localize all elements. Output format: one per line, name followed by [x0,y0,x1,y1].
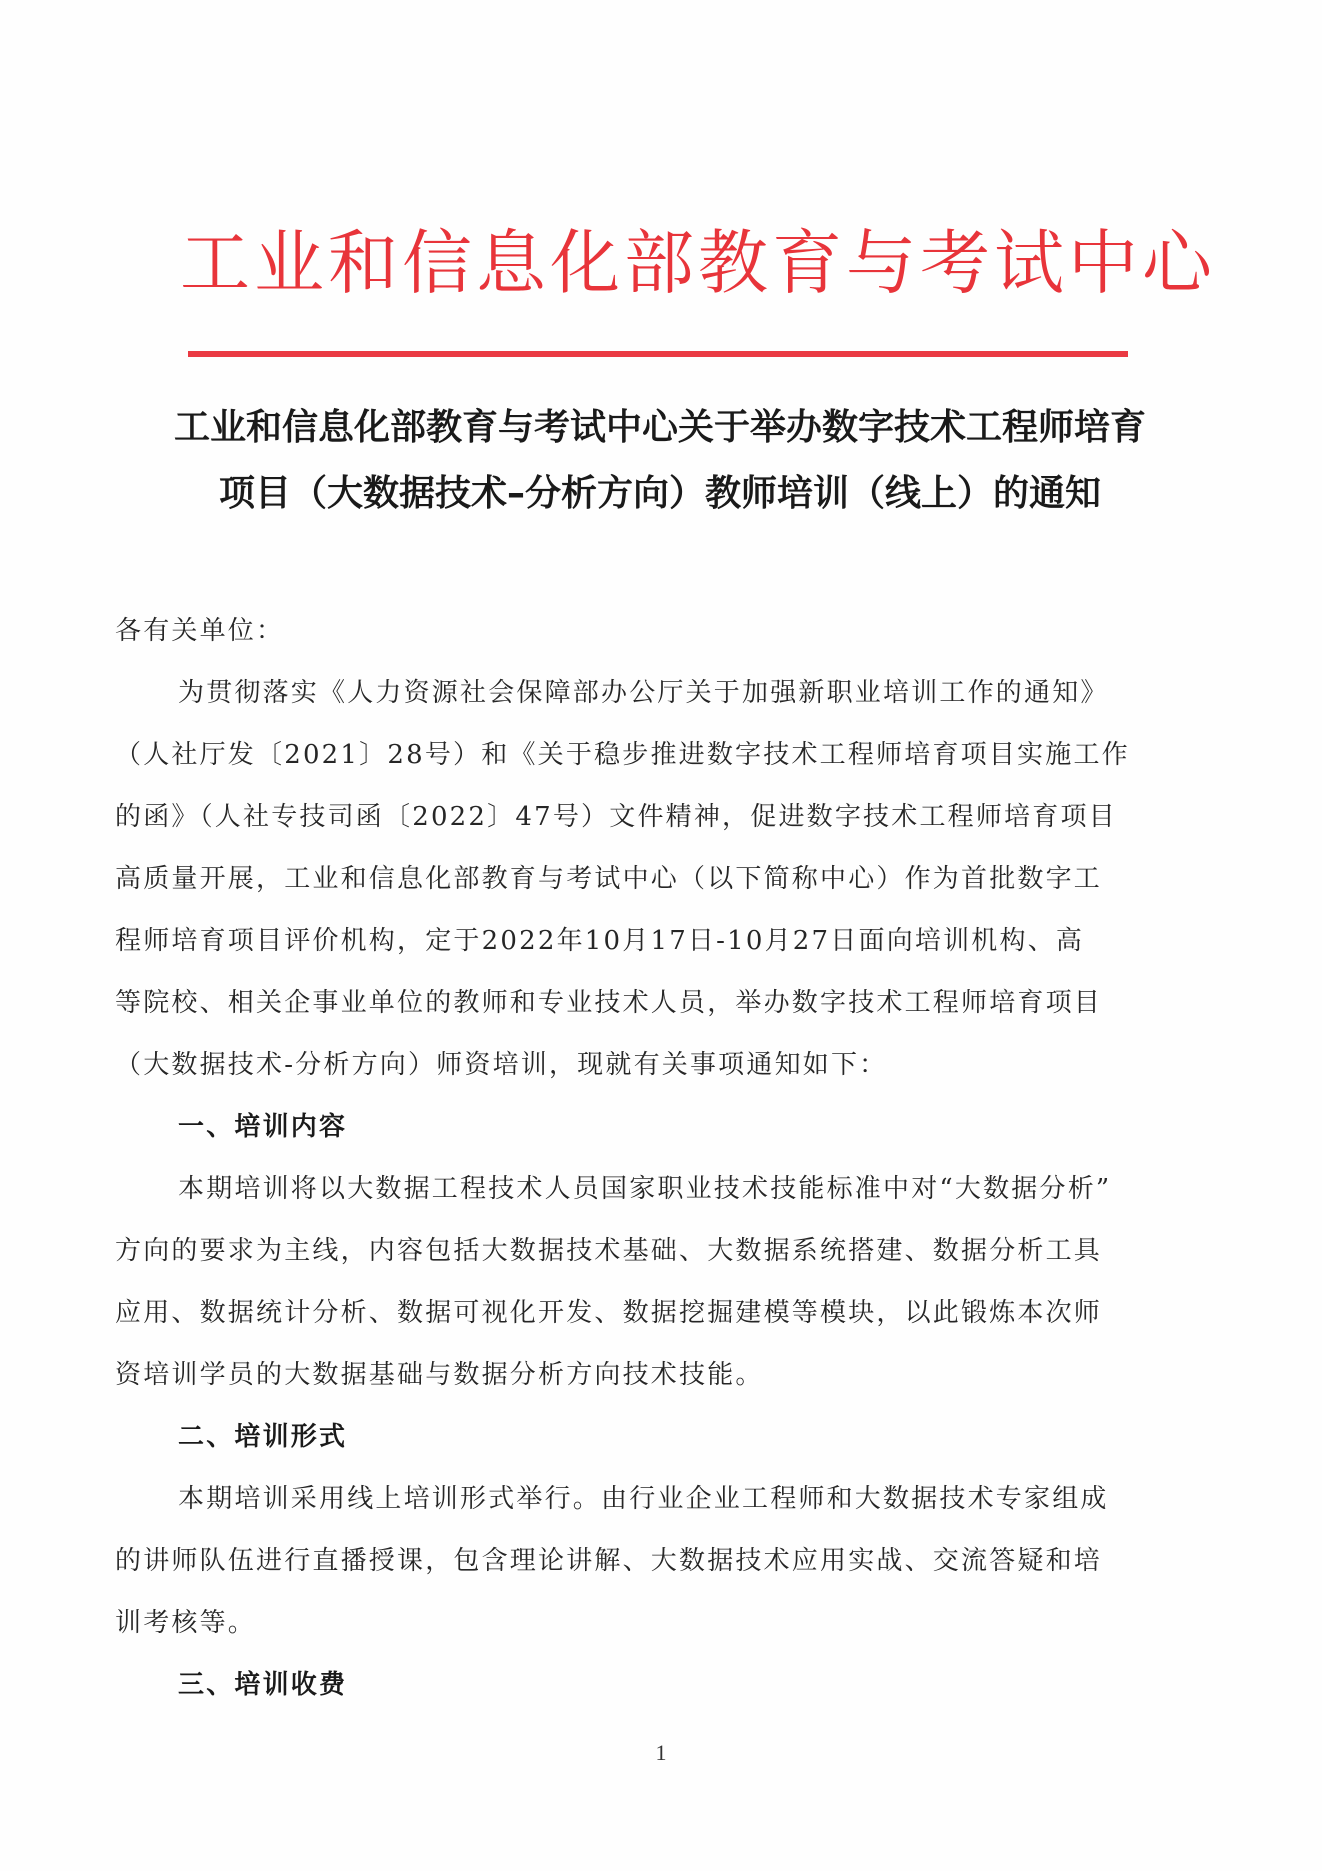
section-1-line: 方向的要求为主线，内容包括大数据技术基础、大数据系统搭建、数据分析工具 [115,1236,1103,1266]
letterhead-org-name: 工业和信息化部教育与考试中心 [180,222,1216,304]
document-body [115,600,1210,1716]
document-title [100,395,1220,527]
section-1-line: 本期培训将以大数据工程技术人员国家职业技术技能标准中对“大数据分析” [178,1174,1112,1204]
title-line-2: 项目（大数据技术–分析方向）教师培训（线上）的通知 [218,473,1101,514]
intro-line: 高质量开展，工业和信息化部教育与考试中心（以下简称中心）作为首批数字工 [115,864,1103,894]
intro-line: （人社厅发〔2021〕28号）和《关于稳步推进数字技术工程师培育项目实施工作 [115,740,1130,770]
intro-line: 的函》（人社专技司函〔2022〕47号）文件精神，促进数字技术工程师培育项目 [115,802,1117,832]
salutation: 各有关单位： [115,616,285,646]
section-2-line: 本期培训采用线上培训形式举行。由行业企业工程师和大数据技术专家组成 [178,1484,1109,1514]
section-1-line: 资培训学员的大数据基础与数据分析方向技术技能。 [115,1360,764,1390]
letterhead-red-rule [188,351,1128,357]
section-heading-training-fees: 三、培训收费 [178,1670,348,1700]
title-line-1: 工业和信息化部教育与考试中心关于举办数字技术工程师培育 [173,407,1146,448]
intro-line: 等院校、相关企事业单位的教师和专业技术人员，举办数字技术工程师培育项目 [115,988,1103,1018]
section-heading-training-format: 二、培训形式 [178,1422,348,1452]
section-2-line: 的讲师队伍进行直播授课，包含理论讲解、大数据技术应用实战、交流答疑和培 [115,1546,1103,1576]
intro-line: 为贯彻落实《人力资源社会保障部办公厅关于加强新职业培训工作的通知》 [178,678,1109,708]
page-number: 1 [655,1740,667,1765]
section-2-line: 训考核等。 [115,1608,257,1638]
intro-line: （大数据技术-分析方向）师资培训，现就有关事项通知如下： [115,1050,888,1080]
intro-line: 程师培育项目评价机构，定于2022年10月17日-10月27日面向培训机构、高 [115,926,1085,956]
section-heading-training-content: 一、培训内容 [178,1112,348,1142]
section-1-line: 应用、数据统计分析、数据可视化开发、数据挖掘建模等模块，以此锻炼本次师 [115,1298,1103,1328]
